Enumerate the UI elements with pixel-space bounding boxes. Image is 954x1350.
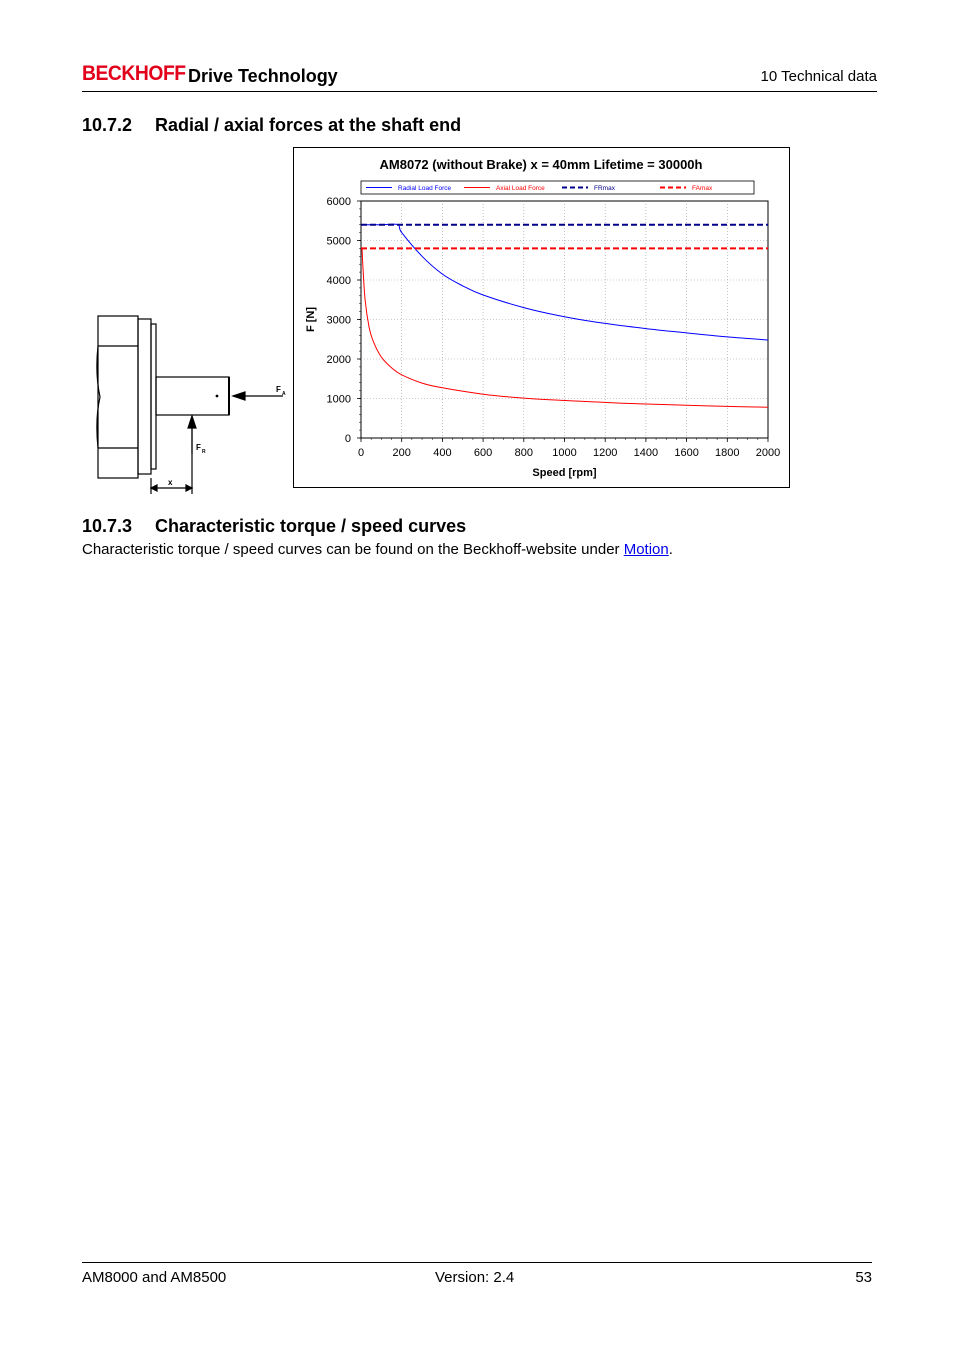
body-text: Characteristic torque / speed curves can be found on the Beckhoff-website under <box>82 541 624 558</box>
x-dimension-label: x <box>168 478 173 487</box>
section-heading-10-7-2 <box>82 115 461 136</box>
footer-version: Version: 2.4 <box>435 1269 515 1286</box>
page-footer <box>82 1262 872 1287</box>
y-tick-label: 6000 <box>326 196 351 208</box>
body-paragraph <box>82 541 673 558</box>
legend-label-3: FAmax <box>692 185 713 192</box>
motor-flange <box>138 319 151 474</box>
x-axis-label: Speed [rpm] <box>532 467 597 479</box>
chart-title: AM8072 (without Brake) x = 40mm Lifetime = 30000h <box>379 157 703 172</box>
fa-label: F <box>276 385 281 394</box>
x-tick-label: 1000 <box>552 447 577 459</box>
force-speed-chart <box>294 148 789 487</box>
body-text-end: . <box>668 541 673 558</box>
series-line-axial-load-force <box>362 248 768 407</box>
y-tick-label: 1000 <box>326 393 351 406</box>
y-tick-label: 2000 <box>326 354 351 366</box>
section-title: Radial / axial forces at the shaft end <box>155 115 462 135</box>
x-tick-label: 2000 <box>755 447 781 459</box>
radial-force-arrow-icon <box>188 416 196 428</box>
legend-label-0: Radial Load Force <box>398 185 452 192</box>
motor-housing <box>98 316 138 478</box>
motion-link[interactable]: Motion <box>623 541 669 558</box>
chapter-label: 10 Technical data <box>760 68 877 85</box>
x-tick-label: 1800 <box>715 447 740 459</box>
fa-subscript: A <box>282 391 286 397</box>
y-tick-label: 5000 <box>326 235 351 248</box>
fr-subscript: R <box>202 449 206 455</box>
page-number: 53 <box>855 1269 872 1286</box>
x-tick-label: 1400 <box>633 447 659 459</box>
section-number: 10.7.2 <box>82 115 133 135</box>
section-heading-10-7-3 <box>82 516 466 537</box>
fr-label: F <box>196 443 201 452</box>
section-title: Characteristic torque / speed curves <box>155 516 467 536</box>
shaft-force-diagram <box>95 314 295 496</box>
y-tick-label: 4000 <box>326 275 351 287</box>
force-chart-frame <box>293 147 790 488</box>
x-tick-label: 1600 <box>674 447 699 459</box>
axial-force-arrow-icon <box>233 392 245 400</box>
y-tick-label: 0 <box>344 433 351 445</box>
legend-label-1: Axial Load Force <box>496 185 545 192</box>
legend-label-2: FRmax <box>594 185 615 192</box>
beckhoff-logo: BECKHOFF <box>82 62 186 85</box>
x-tick-label: 200 <box>392 447 411 459</box>
footer-product: AM8000 and AM8500 <box>82 1269 227 1286</box>
header-subtitle: Drive Technology <box>188 66 338 86</box>
section-number: 10.7.3 <box>82 516 133 536</box>
x-tick-label: 0 <box>357 447 365 459</box>
x-tick-label: 1200 <box>592 447 618 459</box>
y-axis-label: F [N] <box>305 306 317 333</box>
x-tick-label: 800 <box>514 447 533 459</box>
page-header <box>82 62 877 92</box>
y-tick-label: 3000 <box>326 314 351 327</box>
x-tick-label: 600 <box>473 447 493 459</box>
x-tick-label: 400 <box>433 447 452 459</box>
